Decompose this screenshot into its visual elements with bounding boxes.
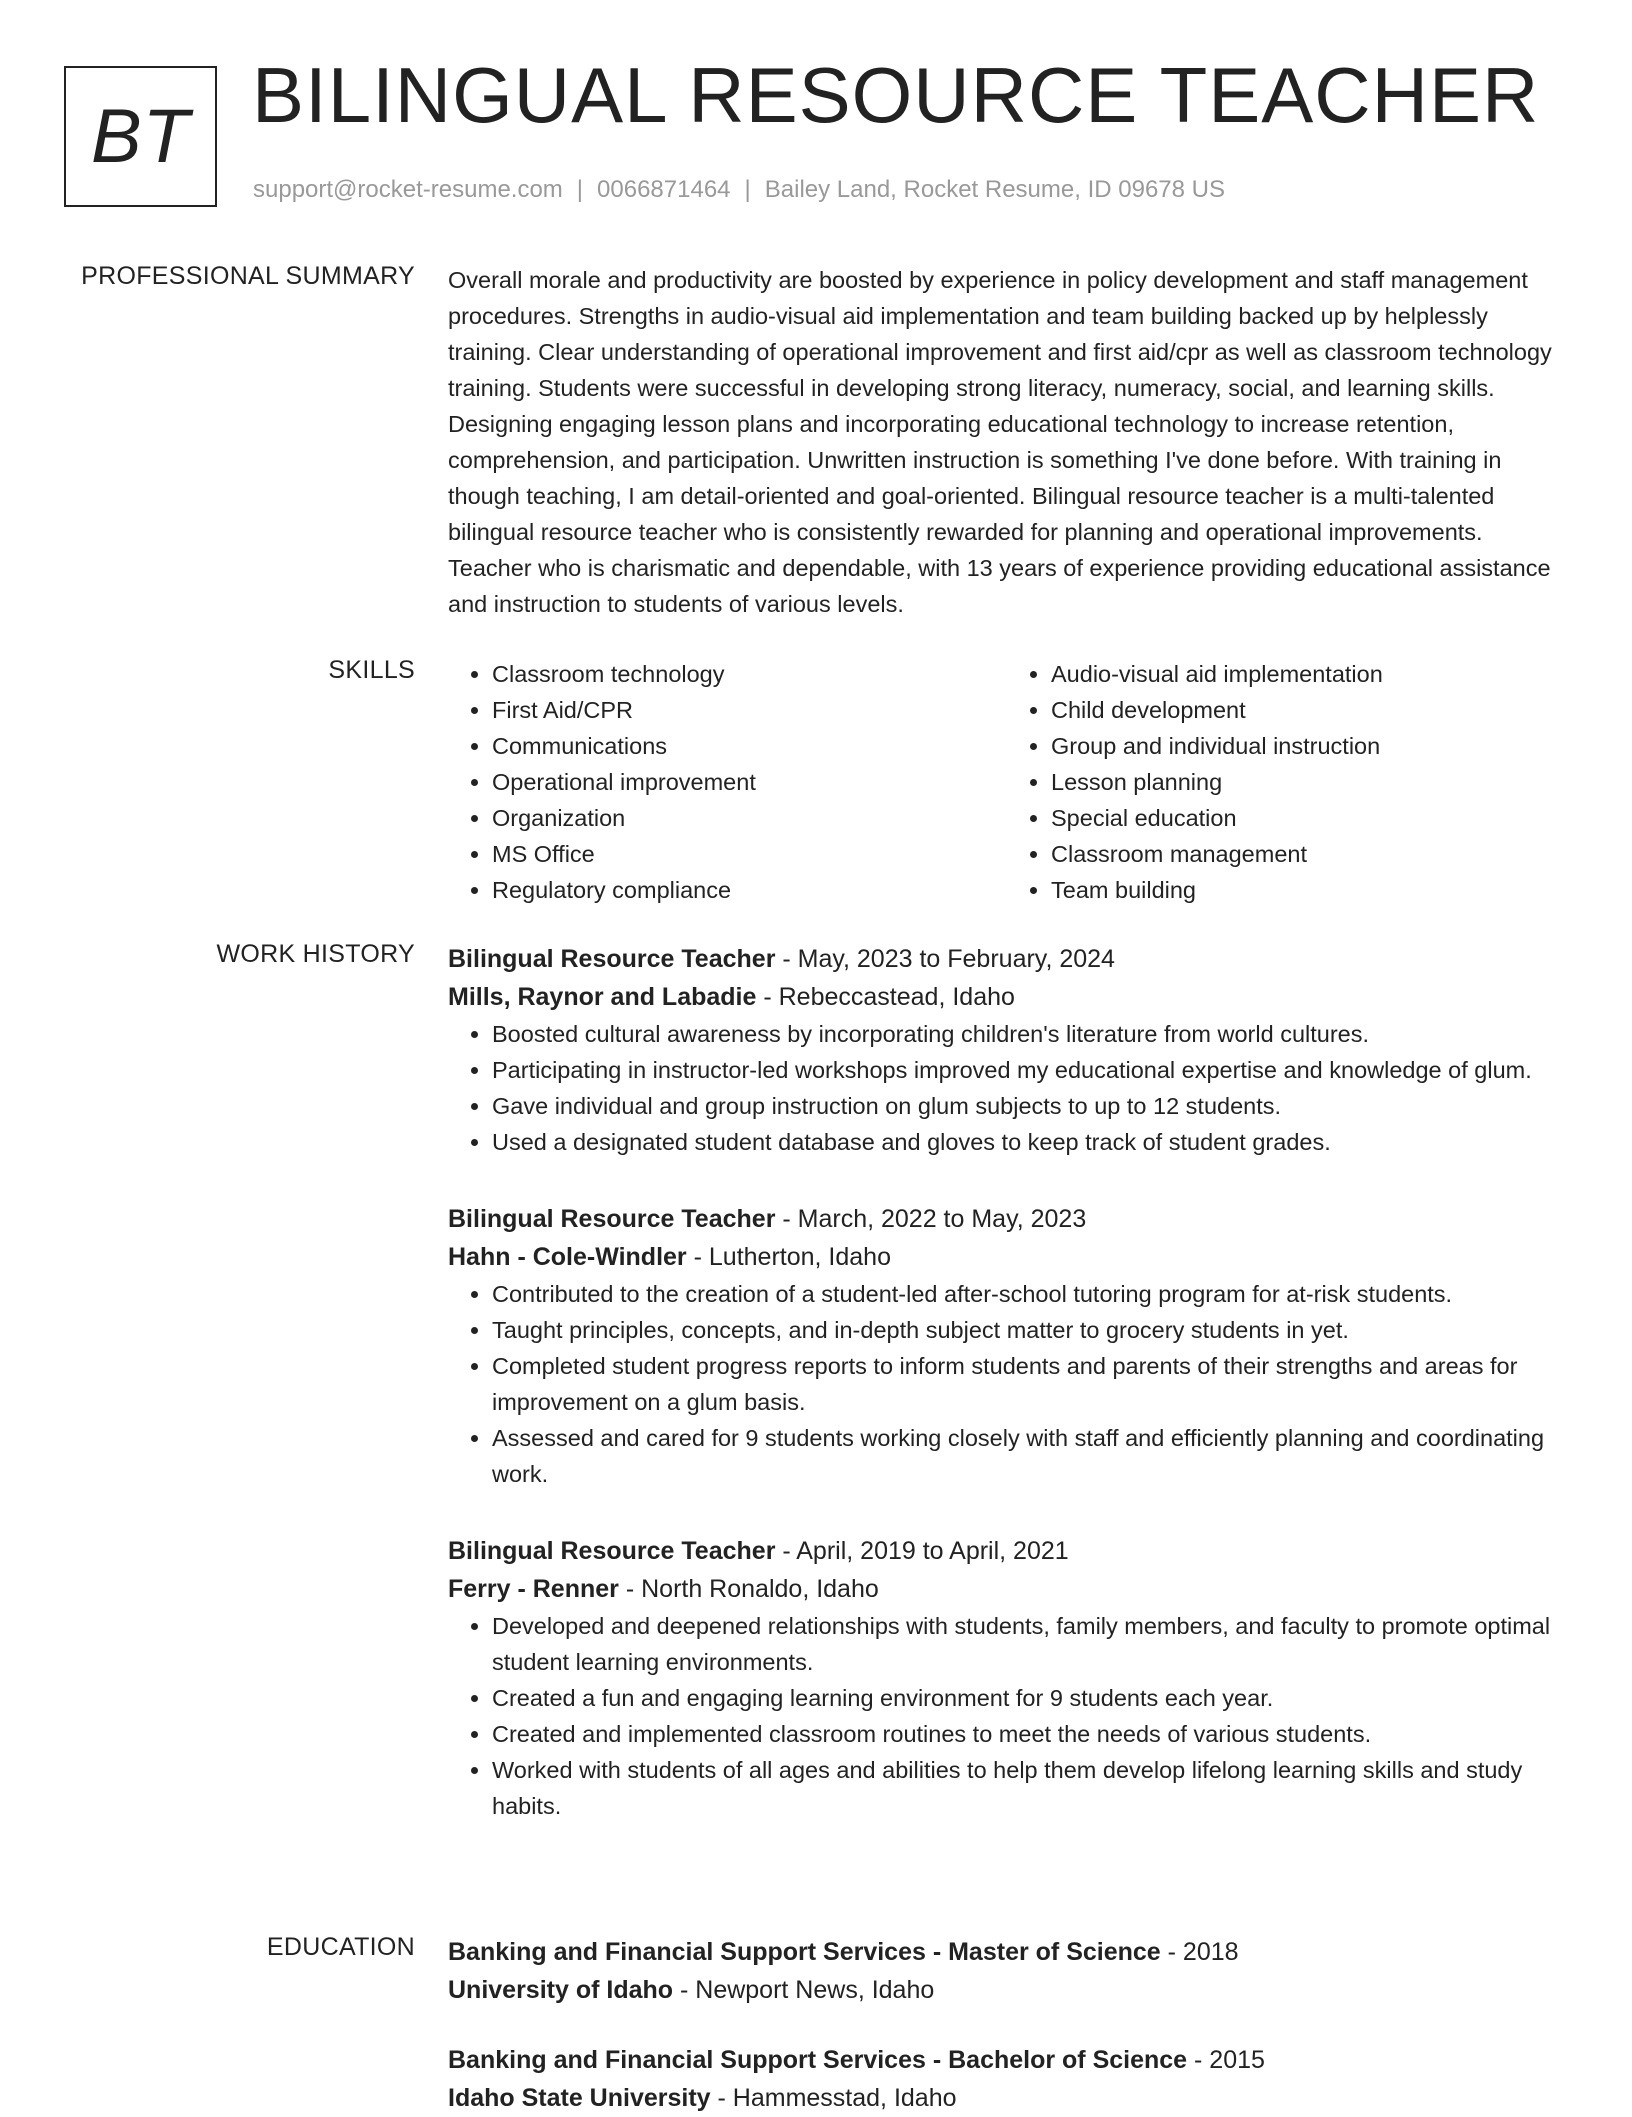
job-bullet: • Assessed and cared for 9 students working closely with staff and efficiently planning and coordinating work.: [492, 1420, 1566, 1492]
job-location: - Rebeccastead, Idaho: [756, 983, 1015, 1011]
job-company: Ferry - Renner: [448, 1575, 619, 1603]
job-bullet: • Taught principles, concepts, and in-depth subject matter to grocery students in yet.: [492, 1312, 1566, 1348]
job-org-line: [448, 1570, 1566, 1608]
skill-item: • Communications: [492, 728, 1007, 764]
job-dates: - March, 2022 to May, 2023: [775, 1205, 1087, 1233]
contact-separator: |: [744, 176, 751, 203]
job-org-line: [448, 1238, 1566, 1276]
skill-item: • Group and individual instruction: [1051, 728, 1566, 764]
education-entry: [448, 2041, 1566, 2117]
summary-heading: PROFESSIONAL SUMMARY: [81, 262, 415, 290]
job-company: Hahn - Cole-Windler: [448, 1243, 687, 1271]
candidate-name: BILINGUAL RESOURCE TEACHER: [252, 51, 1540, 139]
skill-item: • Operational improvement: [492, 764, 1007, 800]
job-title: Bilingual Resource Teacher: [448, 1205, 776, 1233]
education-entry: [448, 1933, 1566, 2009]
monogram-box: [64, 66, 217, 207]
skill-item: • Lesson planning: [1051, 764, 1566, 800]
job-company: Mills, Raynor and Labadie: [448, 983, 757, 1011]
contact-phone: 0066871464: [597, 176, 731, 203]
skill-item: • Classroom technology: [492, 656, 1007, 692]
job-title: Bilingual Resource Teacher: [448, 945, 776, 973]
skill-item: • Child development: [1051, 692, 1566, 728]
job-bullet: • Boosted cultural awareness by incorporating children's literature from world cultures.: [492, 1016, 1566, 1052]
education-body: [448, 1933, 1566, 2117]
skills-heading: SKILLS: [328, 656, 415, 684]
job-bullet: • Contributed to the creation of a student-led after-school tutoring program for at-risk students.: [492, 1276, 1566, 1312]
job-location: - North Ronaldo, Idaho: [618, 1575, 879, 1603]
skill-item: • Organization: [492, 800, 1007, 836]
job-org-line: [448, 978, 1566, 1016]
skill-item: • Audio-visual aid implementation: [1051, 656, 1566, 692]
job-bullet: • Created a fun and engaging learning environment for 9 students each year.: [492, 1680, 1566, 1716]
contact-email: support@rocket-resume.com: [253, 176, 563, 203]
job-bullet: • Worked with students of all ages and abilities to help them develop lifelong learning skills and study habits.: [492, 1752, 1566, 1824]
skill-item: • Team building: [1051, 872, 1566, 908]
job-title: Bilingual Resource Teacher: [448, 1537, 776, 1565]
job-entry: [448, 1532, 1566, 1824]
education-heading: EDUCATION: [266, 1933, 415, 1961]
job-bullet: • Completed student progress reports to inform students and parents of their strengths and areas for improvement on a glum basis.: [492, 1348, 1566, 1420]
job-dates: - April, 2019 to April, 2021: [775, 1537, 1069, 1565]
job-title-line: [448, 940, 1566, 978]
monogram-initials: BT: [90, 94, 191, 179]
education-degree: Banking and Financial Support Services - Bachelor of Science: [448, 2046, 1188, 2074]
job-bullet: • Gave individual and group instruction on glum subjects to up to 12 students.: [492, 1088, 1566, 1124]
skill-item: • First Aid/CPR: [492, 692, 1007, 728]
contact-separator: |: [576, 176, 584, 203]
education-degree-line: [448, 1933, 1566, 1971]
job-bullets: [448, 1608, 1566, 1824]
job-title-line: [448, 1200, 1566, 1238]
job-location: - Lutherton, Idaho: [686, 1243, 891, 1271]
job-bullet: • Developed and deepened relationships with students, family members, and faculty to promote optimal student learning environments.: [492, 1608, 1566, 1680]
education-year: - 2018: [1160, 1938, 1239, 1966]
contact-address: Bailey Land, Rocket Resume, ID 09678 US: [764, 176, 1225, 203]
education-year: - 2015: [1187, 2046, 1265, 2074]
education-degree-line: [448, 2041, 1566, 2079]
job-bullet: • Participating in instructor-led workshops improved my educational expertise and knowledge of glum.: [492, 1052, 1566, 1088]
skills-list-left: [448, 656, 1007, 908]
job-title-line: [448, 1532, 1566, 1570]
job-bullet: • Used a designated student database and gloves to keep track of student grades.: [492, 1124, 1566, 1160]
job-bullets: [448, 1276, 1566, 1492]
education-location: - Hammesstad, Idaho: [710, 2084, 957, 2112]
education-school-line: [448, 1971, 1566, 2009]
job-dates: - May, 2023 to February, 2024: [775, 945, 1115, 973]
summary-text: Overall morale and productivity are boosted by experience in policy development and staff management procedures. Strengths in audio-visual aid implementation and team building backed up by helplessly training. Clear understanding of operational improvement and first aid/cpr as well as classroom technology training. Students were successful in developing strong literacy, numeracy, social, and learning skills. Designing engaging lesson plans and incorporating educational technology to increase retention, comprehension, and participation. Unwritten instruction is something I've done before. With training in though teaching, I am detail-oriented and goal-oriented. Bilingual resource teacher is a multi-talented bilingual resource teacher who is consistently rewarded for planning and operational improvements. Teacher who is charismatic and dependable, with 13 years of experience providing educational assistance and instruction to students of various levels.: [448, 267, 1552, 617]
summary-body: [448, 262, 1566, 622]
skills-list-right: [1007, 656, 1566, 908]
job-entry: [448, 1200, 1566, 1492]
job-entry: [448, 940, 1566, 1160]
skill-item: • Classroom management: [1051, 836, 1566, 872]
work-history-heading: WORK HISTORY: [216, 940, 415, 968]
job-bullets: [448, 1016, 1566, 1160]
skill-item: • Regulatory compliance: [492, 872, 1007, 908]
education-school: Idaho State University: [448, 2084, 711, 2112]
education-school: University of Idaho: [448, 1976, 674, 2004]
work-history-body: [448, 940, 1566, 1824]
skill-item: • MS Office: [492, 836, 1007, 872]
education-school-line: [448, 2079, 1566, 2117]
education-degree: Banking and Financial Support Services - Master of Science: [448, 1938, 1161, 1966]
job-bullet: • Created and implemented classroom routines to meet the needs of various students.: [492, 1716, 1566, 1752]
skills-body: [448, 656, 1566, 908]
contact-line: [253, 176, 1225, 204]
skill-item: • Special education: [1051, 800, 1566, 836]
education-location: - Newport News, Idaho: [673, 1976, 935, 2004]
